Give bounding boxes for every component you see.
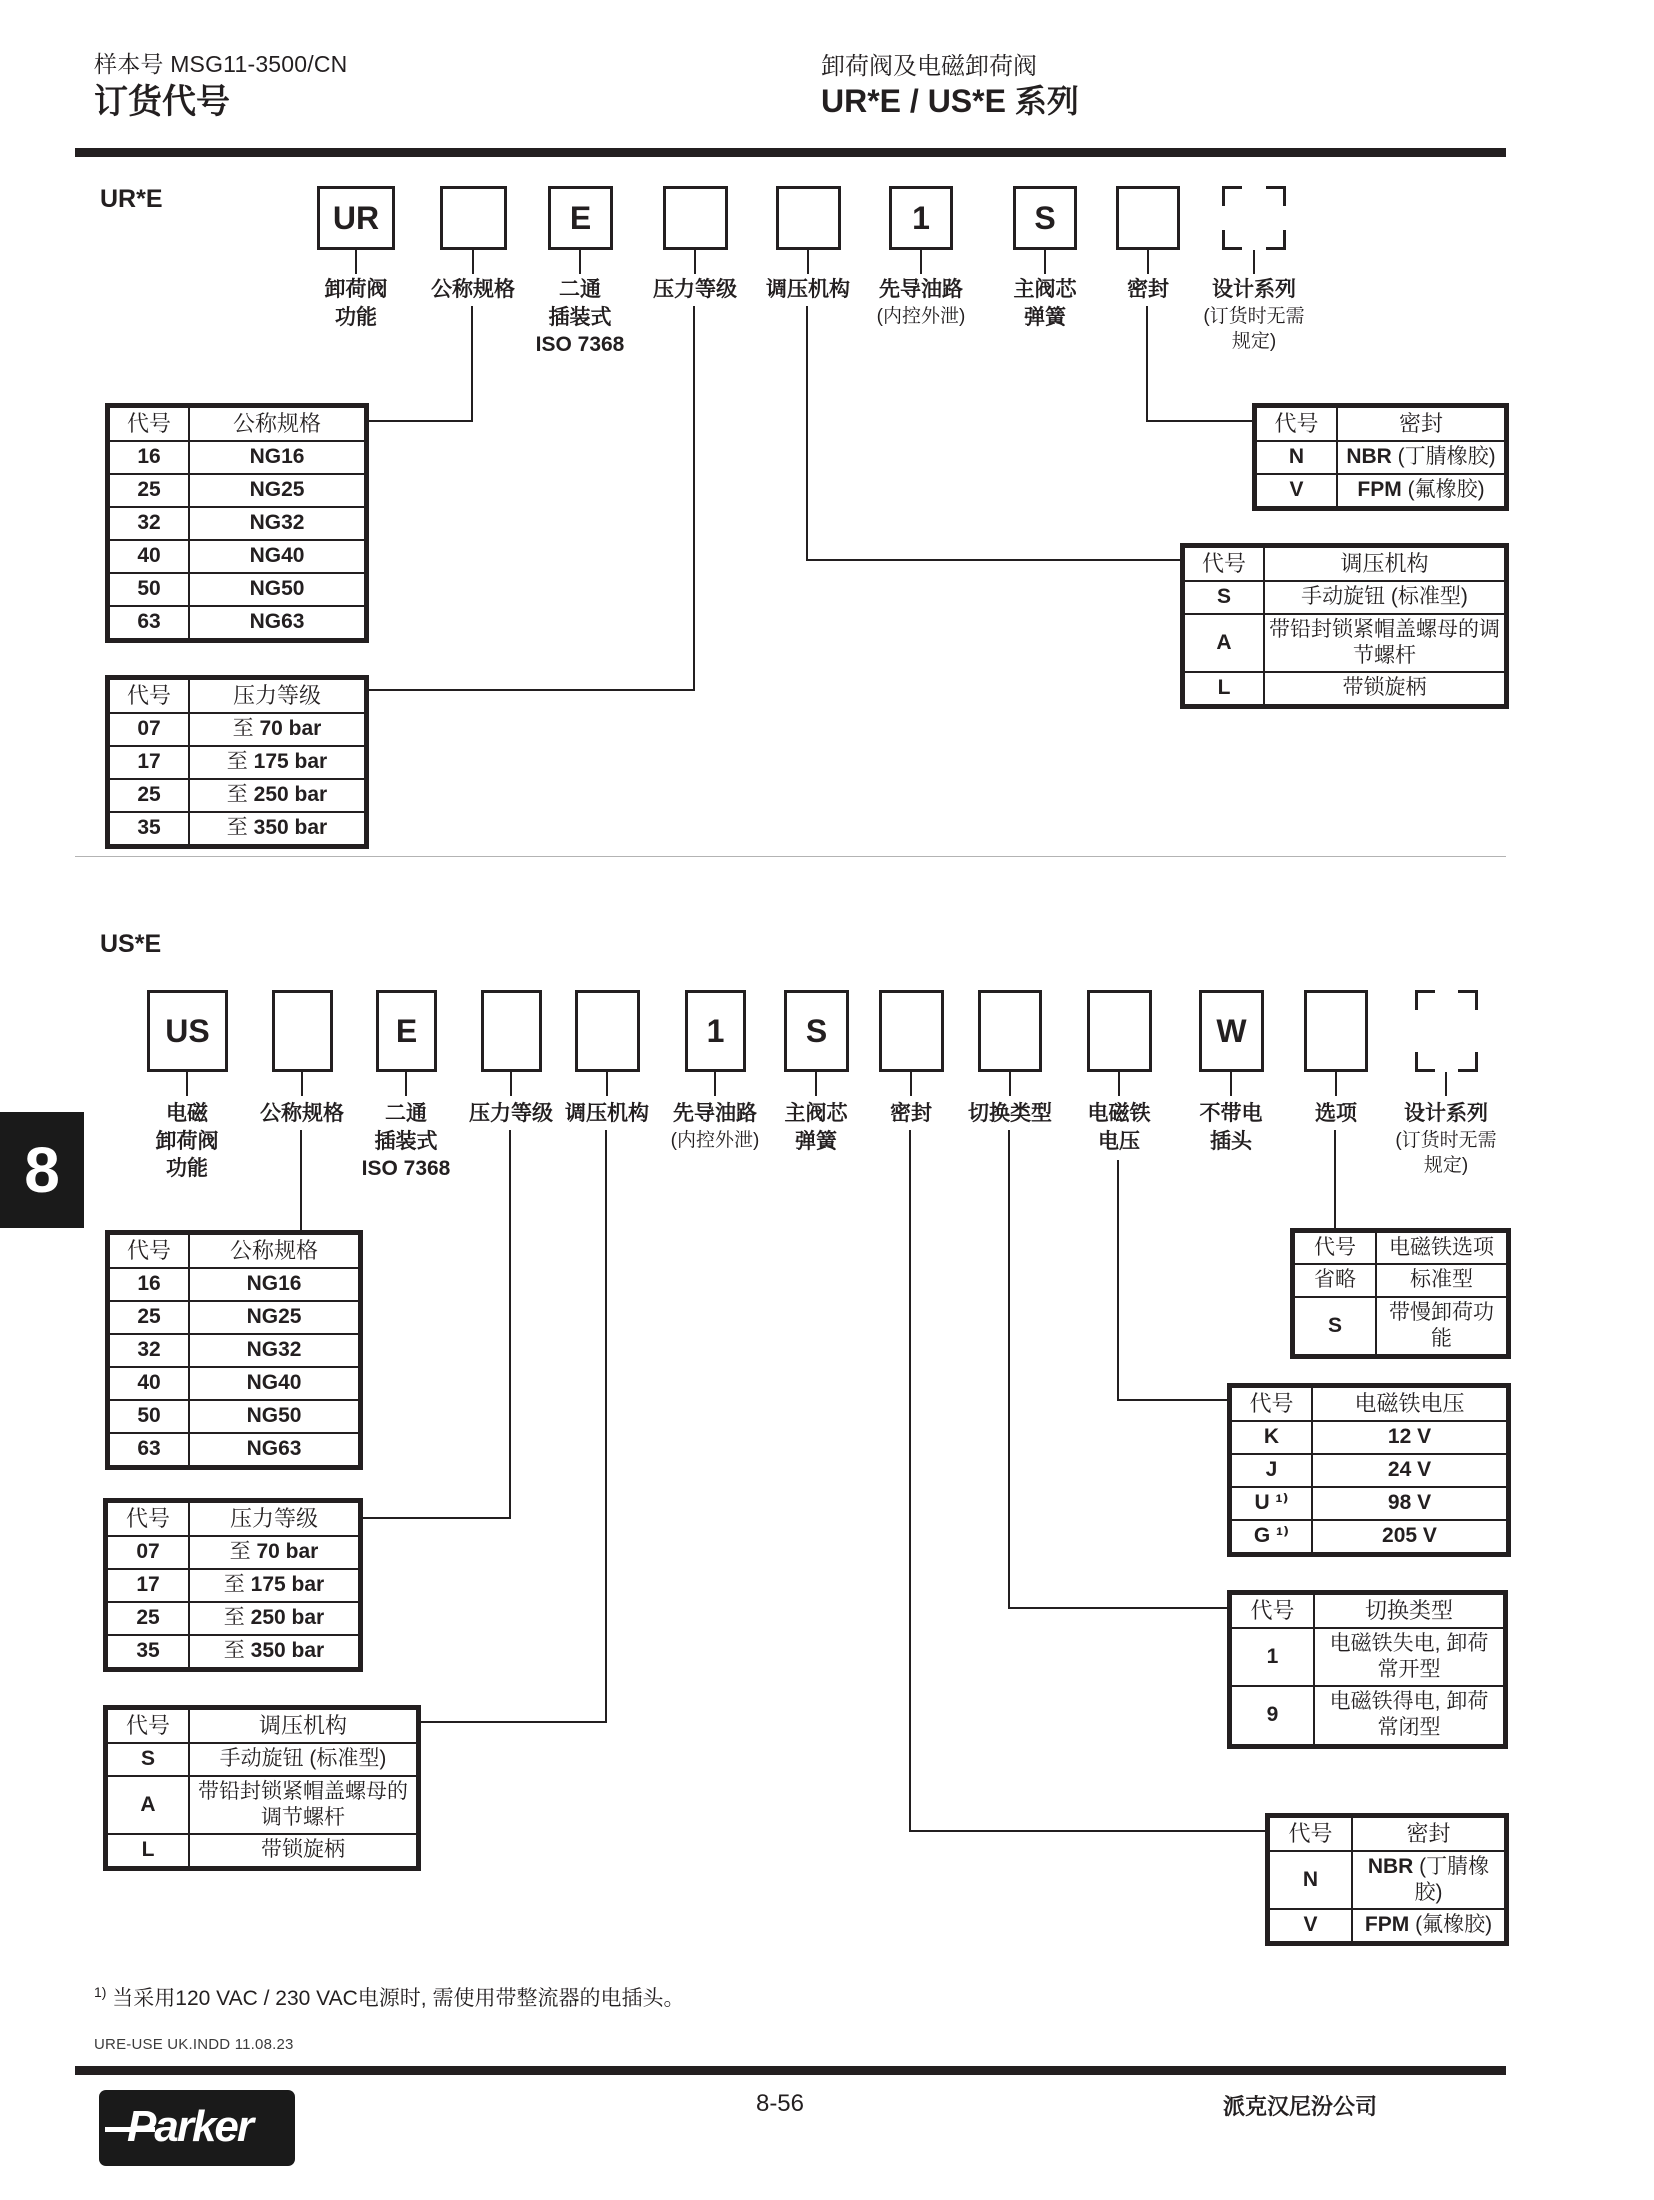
table-header-cell: 密封 <box>1352 1817 1505 1851</box>
code-cell: 40 <box>109 540 189 573</box>
code-box-ure-adjuster <box>776 186 841 250</box>
code-cell: 63 <box>109 606 189 639</box>
parker-logo-text: Parker <box>127 2102 253 2151</box>
code-cell: 32 <box>109 1334 189 1367</box>
connector-tick <box>579 250 581 274</box>
code-cell: S <box>1184 581 1264 614</box>
code-cell: S <box>1294 1297 1376 1356</box>
table-row <box>1256 474 1505 507</box>
table-row <box>1231 1628 1504 1687</box>
table-row <box>1231 1686 1504 1745</box>
value-cell: NG32 <box>189 507 365 540</box>
table-row <box>109 713 365 746</box>
value-cell: 带锁旋柄 <box>1264 672 1505 705</box>
code-box-use-voltage <box>1087 990 1152 1072</box>
value-cell: 电磁铁得电, 卸荷 常闭型 <box>1314 1686 1504 1745</box>
box-label-ure-design-series: 设计系列 (订货时无需 规定) <box>1203 278 1305 352</box>
connector-tick <box>1445 1072 1447 1096</box>
table-row <box>1231 1421 1507 1454</box>
connector-tick <box>1253 250 1255 274</box>
box-label-use-function: 电磁 卸荷阀 功能 <box>155 1102 219 1181</box>
table-row <box>1231 1454 1507 1487</box>
code-value: W <box>1216 1012 1247 1049</box>
connector-tick <box>1118 1072 1120 1096</box>
parker-logo <box>99 2090 295 2166</box>
value-cell: NG16 <box>189 441 365 474</box>
table-use-voltage <box>1227 1383 1511 1557</box>
code-cell: L <box>1184 672 1264 705</box>
code-box-use-switching <box>978 990 1042 1072</box>
box-label-use-pressure: 压力等级 <box>469 1102 553 1125</box>
table-use-seal <box>1265 1813 1509 1946</box>
section-divider <box>75 856 1506 857</box>
code-box-use-option <box>1304 990 1368 1072</box>
value-cell: NG50 <box>189 1400 359 1433</box>
box-label-use-pilot: 先导油路 (内控外泄) <box>670 1102 760 1151</box>
table-header-cell: 调压机构 <box>1264 547 1505 581</box>
code-box-ure-pressure <box>663 186 728 250</box>
table-header-cell: 压力等级 <box>189 679 365 713</box>
connector-line <box>1008 1130 1010 1609</box>
table-header-cell: 代号 <box>1231 1387 1312 1421</box>
connector-line <box>605 1130 607 1723</box>
code-cell: 25 <box>109 779 189 812</box>
table-row <box>1184 614 1505 673</box>
box-label-use-seal: 密封 <box>890 1102 932 1125</box>
value-cell: 至 70 bar <box>189 1536 359 1569</box>
table-row <box>1269 1909 1505 1942</box>
box-label-ure-pilot: 先导油路 (内控外泄) <box>876 278 966 327</box>
code-cell: 25 <box>109 474 189 507</box>
value-cell: 至 250 bar <box>189 779 365 812</box>
box-label-ure-adjuster: 调压机构 <box>766 278 850 301</box>
connector-tick <box>714 1072 716 1096</box>
box-label-ure-spring: 主阀芯 弹簧 <box>1013 278 1077 329</box>
table-ure-size <box>105 403 369 643</box>
code-value: S <box>1034 199 1056 236</box>
footnote-text: 当采用120 VAC / 230 VAC电源时, 需使用带整流器的电插头。 <box>112 1987 685 2010</box>
box-label-ure-cartridge: 二通 插装式 ISO 7368 <box>535 278 625 357</box>
table-row <box>109 606 365 639</box>
connector-line <box>363 420 473 422</box>
code-box-use-adjuster <box>575 990 640 1072</box>
code-table <box>106 1501 360 1669</box>
value-cell: 带锁旋柄 <box>189 1834 417 1867</box>
connector-line <box>1117 1399 1227 1401</box>
connector-line <box>357 1517 511 1519</box>
connector-line <box>471 306 473 422</box>
connector-tick <box>910 1072 912 1096</box>
table-row <box>109 812 365 845</box>
connector-tick <box>1009 1072 1011 1096</box>
section-label-use: US*E <box>100 930 162 958</box>
table-row <box>109 540 365 573</box>
value-cell: NG40 <box>189 540 365 573</box>
code-cell: U ¹⁾ <box>1231 1487 1312 1520</box>
table-use-switching <box>1227 1590 1508 1749</box>
code-box-ure-spring <box>1013 186 1077 250</box>
connector-tick <box>920 250 922 274</box>
table-row <box>107 1536 359 1569</box>
table-row <box>1256 441 1505 474</box>
table-header-cell: 代号 <box>1256 407 1337 441</box>
box-label-use-voltage: 电磁铁 电压 <box>1087 1102 1151 1153</box>
connector-tick <box>694 250 696 274</box>
table-row <box>109 779 365 812</box>
code-box-use-connector <box>1199 990 1264 1072</box>
table-row <box>109 1268 359 1301</box>
connector-line <box>1146 420 1252 422</box>
value-cell: FPM (氟橡胶) <box>1352 1909 1505 1942</box>
connector-line <box>806 306 808 561</box>
value-cell: 至 175 bar <box>189 1569 359 1602</box>
value-cell: 205 V <box>1312 1520 1507 1553</box>
connector-line <box>363 689 695 691</box>
code-value: UR <box>332 199 380 236</box>
header-rule <box>75 148 1506 157</box>
code-cell: A <box>107 1776 189 1835</box>
connector-line <box>1117 1160 1119 1401</box>
code-cell: 1 <box>1231 1628 1314 1687</box>
page-title: 订货代号 <box>94 83 230 121</box>
code-table <box>108 1233 360 1467</box>
code-cell: 32 <box>109 507 189 540</box>
box-label-use-adjuster: 调压机构 <box>565 1102 649 1125</box>
code-cell: 17 <box>109 746 189 779</box>
table-row <box>1184 581 1505 614</box>
value-cell: FPM (氟橡胶) <box>1337 474 1505 507</box>
code-cell: V <box>1256 474 1337 507</box>
value-cell: 至 70 bar <box>189 713 365 746</box>
code-table <box>1230 1593 1505 1746</box>
table-header-cell: 代号 <box>109 1234 189 1268</box>
table-header-cell: 压力等级 <box>189 1502 359 1536</box>
code-value: US <box>165 1012 210 1049</box>
value-cell: 电磁铁失电, 卸荷 常开型 <box>1314 1628 1504 1687</box>
code-value: E <box>569 199 592 236</box>
code-value: 1 <box>912 199 930 236</box>
table-header-cell: 代号 <box>1269 1817 1352 1851</box>
footnote-marker: 1) <box>94 1984 107 2000</box>
catalog-number: 样本号 MSG11-3500/CN <box>94 51 348 77</box>
table-header-cell: 代号 <box>107 1502 189 1536</box>
code-table <box>1183 546 1506 706</box>
box-label-use-cartridge: 二通 插装式 ISO 7368 <box>361 1102 451 1181</box>
series-title: UR*E / US*E 系列 <box>821 83 1079 119</box>
code-cell: 17 <box>107 1569 189 1602</box>
box-label-ure-function: 卸荷阀 功能 <box>324 278 388 329</box>
value-cell: 带铅封锁紧帽盖螺母的调节螺杆 <box>1264 614 1505 673</box>
value-cell: 手动旋钮 (标准型) <box>1264 581 1505 614</box>
connector-tick <box>1147 250 1149 274</box>
product-subtitle: 卸荷阀及电磁卸荷阀 <box>821 53 1037 80</box>
code-table <box>108 678 366 846</box>
table-use-adjuster <box>103 1705 421 1871</box>
table-header-cell: 电磁铁选项 <box>1376 1232 1507 1264</box>
table-use-solenoid-option <box>1290 1228 1511 1359</box>
table-row <box>109 1400 359 1433</box>
code-table <box>108 406 366 640</box>
table-header-cell: 代号 <box>107 1709 189 1743</box>
value-cell: NG40 <box>189 1367 359 1400</box>
table-row <box>109 1334 359 1367</box>
table-use-pressure <box>103 1498 363 1672</box>
connector-tick <box>807 250 809 274</box>
code-cell: G ¹⁾ <box>1231 1520 1312 1553</box>
value-cell: 带铅封锁紧帽盖螺母的调节螺杆 <box>189 1776 417 1835</box>
box-label-use-spring: 主阀芯 弹簧 <box>784 1102 848 1153</box>
table-header-cell: 公称规格 <box>189 407 365 441</box>
table-row <box>1184 672 1505 705</box>
table-header-cell: 代号 <box>1231 1594 1314 1628</box>
connector-line <box>415 1721 607 1723</box>
code-cell: N <box>1256 441 1337 474</box>
code-cell: L <box>107 1834 189 1867</box>
table-row <box>107 1569 359 1602</box>
connector-line <box>693 306 695 691</box>
code-table <box>1268 1816 1506 1943</box>
connector-line <box>300 1130 302 1230</box>
code-box-use-pressure <box>481 990 542 1072</box>
code-box-ure-size <box>440 186 507 250</box>
code-cell: 40 <box>109 1367 189 1400</box>
connector-tick <box>1335 1072 1337 1096</box>
table-row <box>109 1433 359 1466</box>
code-value: E <box>395 1012 418 1049</box>
code-box-use-cartridge <box>376 990 437 1072</box>
table-row <box>1269 1851 1505 1910</box>
code-table <box>1230 1386 1508 1554</box>
table-use-size <box>105 1230 363 1470</box>
code-box-use-size <box>272 990 333 1072</box>
footnote <box>94 1982 684 2012</box>
table-header-cell: 代号 <box>109 679 189 713</box>
value-cell: NBR (丁腈橡胶) <box>1337 441 1505 474</box>
code-cell: 16 <box>109 441 189 474</box>
code-cell: K <box>1231 1421 1312 1454</box>
connector-line <box>806 559 1180 561</box>
code-box-use-spring <box>784 990 849 1072</box>
value-cell: 12 V <box>1312 1421 1507 1454</box>
connector-tick <box>186 1072 188 1096</box>
code-box-use-design-series <box>1415 990 1478 1072</box>
connector-tick <box>510 1072 512 1096</box>
table-header-cell: 代号 <box>1294 1232 1376 1264</box>
box-label-use-connector: 不带电 插头 <box>1199 1102 1263 1153</box>
connector-tick <box>301 1072 303 1096</box>
box-label-use-design-series: 设计系列 (订货时无需 规定) <box>1395 1102 1497 1176</box>
code-cell: N <box>1269 1851 1352 1910</box>
code-cell: 25 <box>109 1301 189 1334</box>
box-label-ure-pressure: 压力等级 <box>653 278 737 301</box>
table-row <box>107 1743 417 1776</box>
code-cell: 50 <box>109 573 189 606</box>
table-header-cell: 公称规格 <box>189 1234 359 1268</box>
connector-line <box>909 1830 1265 1832</box>
code-cell: 35 <box>107 1635 189 1668</box>
code-cell: J <box>1231 1454 1312 1487</box>
chapter-tab <box>0 1112 84 1228</box>
code-value: S <box>805 1012 828 1049</box>
page-number: 8-56 <box>755 2090 805 2117</box>
box-label-ure-size: 公称规格 <box>431 278 515 301</box>
table-row <box>1231 1520 1507 1553</box>
connector-tick <box>405 1072 407 1096</box>
company-name: 派克汉尼汾公司 <box>1222 2094 1377 2119</box>
table-row <box>107 1834 417 1867</box>
table-ure-adjuster <box>1180 543 1509 709</box>
value-cell: 带慢卸荷功能 <box>1376 1297 1507 1356</box>
code-cell: 25 <box>107 1602 189 1635</box>
table-row <box>1294 1297 1507 1356</box>
value-cell: NG25 <box>189 474 365 507</box>
value-cell: 24 V <box>1312 1454 1507 1487</box>
code-box-ure-function <box>317 186 395 250</box>
table-ure-pressure <box>105 675 369 849</box>
code-box-ure-design-series <box>1222 186 1286 250</box>
code-cell: 35 <box>109 812 189 845</box>
value-cell: 至 350 bar <box>189 1635 359 1668</box>
connector-line <box>1334 1130 1336 1228</box>
table-row <box>107 1602 359 1635</box>
file-info: URE-USE UK.INDD 11.08.23 <box>94 2036 294 2053</box>
code-cell: 07 <box>107 1536 189 1569</box>
code-value: 1 <box>706 1012 725 1049</box>
value-cell: NG16 <box>189 1268 359 1301</box>
value-cell: NG50 <box>189 573 365 606</box>
table-row <box>109 1301 359 1334</box>
code-cell: 9 <box>1231 1686 1314 1745</box>
connector-line <box>1008 1607 1227 1609</box>
connector-tick <box>355 250 357 274</box>
code-box-ure-cartridge <box>548 186 613 250</box>
value-cell: 至 175 bar <box>189 746 365 779</box>
table-header-cell: 密封 <box>1337 407 1505 441</box>
connector-line <box>509 1130 511 1519</box>
code-cell: 07 <box>109 713 189 746</box>
footer-rule <box>75 2066 1506 2075</box>
value-cell: NBR (丁腈橡胶) <box>1352 1851 1505 1910</box>
table-header-cell: 代号 <box>1184 547 1264 581</box>
connector-tick <box>606 1072 608 1096</box>
code-box-ure-seal <box>1116 186 1180 250</box>
chapter-number: 8 <box>24 1134 60 1206</box>
table-row <box>109 573 365 606</box>
table-row <box>109 474 365 507</box>
code-cell: V <box>1269 1909 1352 1942</box>
value-cell: NG32 <box>189 1334 359 1367</box>
code-cell: 16 <box>109 1268 189 1301</box>
table-row <box>1294 1264 1507 1296</box>
box-label-ure-seal: 密封 <box>1127 278 1169 301</box>
connector-tick <box>815 1072 817 1096</box>
value-cell: 至 250 bar <box>189 1602 359 1635</box>
table-header-cell: 代号 <box>109 407 189 441</box>
section-label-ure: UR*E <box>100 185 163 213</box>
value-cell: 手动旋钮 (标准型) <box>189 1743 417 1776</box>
code-cell: S <box>107 1743 189 1776</box>
value-cell: 98 V <box>1312 1487 1507 1520</box>
table-header-cell: 切换类型 <box>1314 1594 1504 1628</box>
table-row <box>107 1635 359 1668</box>
value-cell: 标准型 <box>1376 1264 1507 1296</box>
table-row <box>109 507 365 540</box>
table-header-cell: 调压机构 <box>189 1709 417 1743</box>
code-table <box>106 1708 418 1868</box>
code-cell: 省略 <box>1294 1264 1376 1296</box>
box-label-use-option: 选项 <box>1315 1102 1357 1125</box>
value-cell: NG63 <box>189 606 365 639</box>
table-row <box>109 441 365 474</box>
connector-tick <box>1230 1072 1232 1096</box>
connector-line <box>909 1130 911 1832</box>
table-row <box>107 1776 417 1835</box>
code-box-use-pilot <box>685 990 746 1072</box>
code-cell: 63 <box>109 1433 189 1466</box>
table-header-cell: 电磁铁电压 <box>1312 1387 1507 1421</box>
connector-line <box>1146 306 1148 422</box>
table-row <box>1231 1487 1507 1520</box>
code-box-use-function <box>147 990 228 1072</box>
code-cell: 50 <box>109 1400 189 1433</box>
value-cell: 至 350 bar <box>189 812 365 845</box>
value-cell: NG25 <box>189 1301 359 1334</box>
code-table <box>1255 406 1506 508</box>
code-box-ure-pilot <box>889 186 953 250</box>
code-box-use-seal <box>879 990 944 1072</box>
table-ure-seal <box>1252 403 1509 511</box>
box-label-use-size: 公称规格 <box>260 1102 344 1125</box>
table-row <box>109 1367 359 1400</box>
connector-tick <box>472 250 474 274</box>
box-label-use-switching: 切换类型 <box>968 1102 1052 1125</box>
connector-tick <box>1044 250 1046 274</box>
code-cell: A <box>1184 614 1264 673</box>
table-row <box>109 746 365 779</box>
value-cell: NG63 <box>189 1433 359 1466</box>
code-table <box>1293 1231 1508 1356</box>
